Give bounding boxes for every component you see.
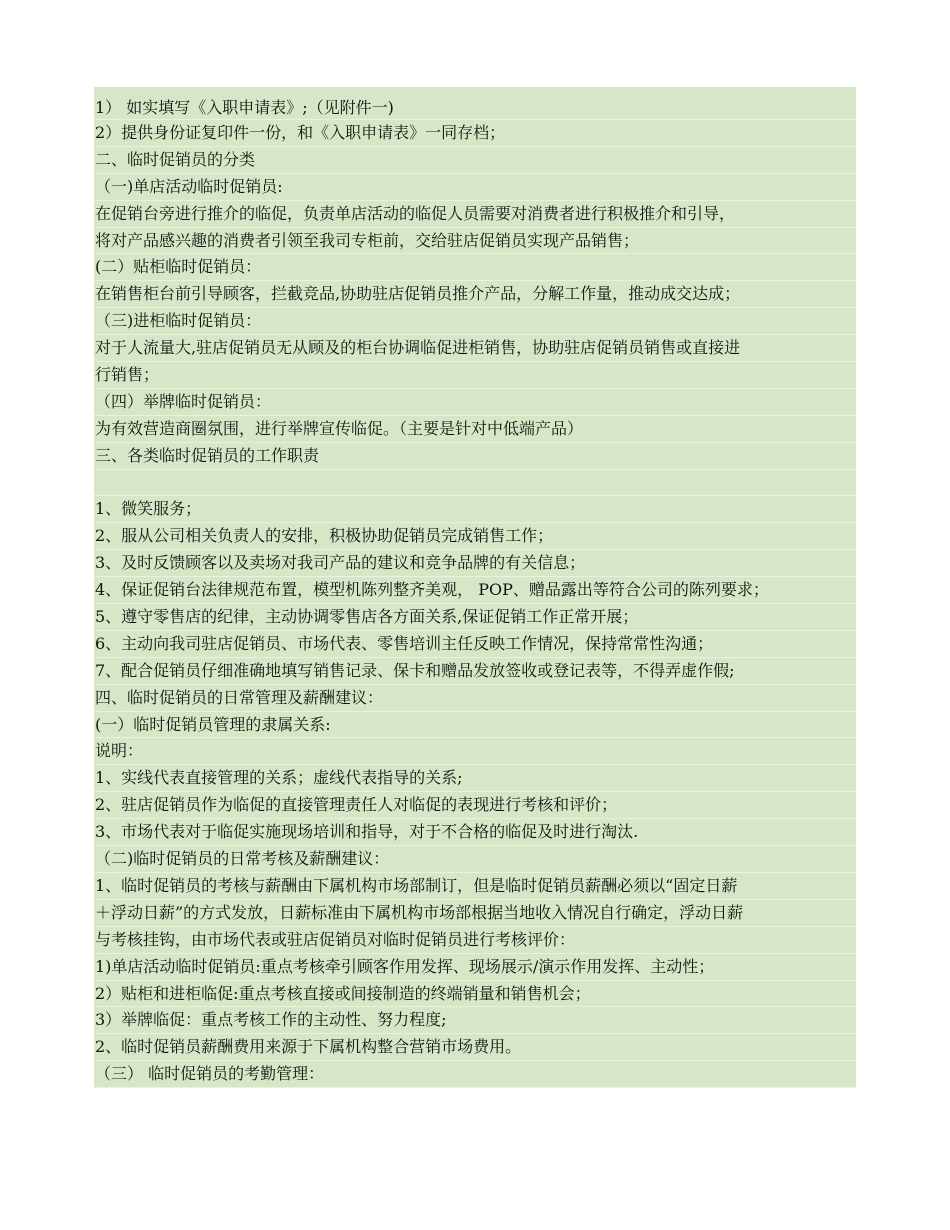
document-page bbox=[94, 87, 856, 1088]
subsection-heading: (二）贴柜临时促销员： bbox=[94, 254, 856, 281]
list-item: 5、遵守零售店的纪律，主动协调零售店各方面关系,保证促销工作正常开展； bbox=[94, 604, 856, 631]
section-heading: 三、各类临时促销员的工作职责 bbox=[94, 443, 856, 470]
subsection-heading: （三)进柜临时促销员： bbox=[94, 308, 856, 335]
text-line: 在销售柜台前引导顾客，拦截竞品,协助驻店促销员推介产品，分解工作量，推动成交达成； bbox=[94, 281, 856, 308]
section-heading: 二、临时促销员的分类 bbox=[94, 147, 856, 174]
subsection-heading: （四）举牌临时促销员： bbox=[94, 389, 856, 416]
document-body bbox=[94, 87, 856, 1088]
list-item: 2、驻店促销员作为临促的直接管理责任人对临促的表现进行考核和评价； bbox=[94, 792, 856, 819]
list-item: 2、服从公司相关负责人的安排，积极协助促销员完成销售工作； bbox=[94, 523, 856, 550]
section-heading: 四、临时促销员的日常管理及薪酬建议： bbox=[94, 685, 856, 712]
text-line: 对于人流量大,驻店促销员无从顾及的柜台协调临促进柜销售，协助驻店促销员销售或直接进 bbox=[94, 335, 856, 362]
list-item: 3、及时反馈顾客以及卖场对我司产品的建议和竞争品牌的有关信息； bbox=[94, 550, 856, 577]
subsection-heading: (一）临时促销员管理的隶属关系: bbox=[94, 712, 856, 739]
text-line: ＋浮动日薪”的方式发放，日薪标准由下属机构市场部根据当地收入情况自行确定，浮动日薪 bbox=[94, 900, 856, 927]
list-item: 6、主动向我司驻店促销员、市场代表、零售培训主任反映工作情况，保持常常性沟通； bbox=[94, 631, 856, 658]
blank-line bbox=[94, 470, 856, 497]
text-line: 为有效营造商圈氛围，进行举牌宣传临促。（主要是针对中低端产品） bbox=[94, 416, 856, 443]
list-item: 2、临时促销员薪酬费用来源于下属机构整合营销市场费用。 bbox=[94, 1034, 856, 1061]
text-line: 在促销台旁进行推介的临促，负责单店活动的临促人员需要对消费者进行积极推介和引导， bbox=[94, 201, 856, 228]
list-item: 1)单店活动临时促销员:重点考核牵引顾客作用发挥、现场展示/演示作用发挥、主动性； bbox=[94, 954, 856, 981]
list-item: 4、保证促销台法律规范布置，模型机陈列整齐美观， POP、赠品露出等符合公司的陈列要求； bbox=[94, 577, 856, 604]
subsection-heading: （一)单店活动临时促销员: bbox=[94, 174, 856, 201]
text-line: 行销售； bbox=[94, 362, 856, 389]
text-line: 1） 如实填写《入职申请表》;（见附件一) bbox=[94, 87, 856, 120]
list-item: 1、实线代表直接管理的关系；虚线代表指导的关系; bbox=[94, 765, 856, 792]
subsection-heading: （三） 临时促销员的考勤管理： bbox=[94, 1061, 856, 1088]
text-line: 2）提供身份证复印件一份，和《入职申请表》一同存档； bbox=[94, 120, 856, 147]
text-line: 1、临时促销员的考核与薪酬由下属机构市场部制订，但是临时促销员薪酬必须以“固定日薪 bbox=[94, 873, 856, 900]
list-item: 2）贴柜和进柜临促:重点考核直接或间接制造的终端销量和销售机会； bbox=[94, 981, 856, 1008]
subsection-heading: （二)临时促销员的日常考核及薪酬建议： bbox=[94, 846, 856, 873]
text-line: 说明： bbox=[94, 738, 856, 765]
list-item: 7、配合促销员仔细准确地填写销售记录、保卡和赠品发放签收或登记表等，不得弄虚作假; bbox=[94, 658, 856, 685]
list-item: 1、微笑服务； bbox=[94, 496, 856, 523]
list-item: 3）举牌临促：重点考核工作的主动性、努力程度; bbox=[94, 1007, 856, 1034]
text-line: 将对产品感兴趣的消费者引领至我司专柜前，交给驻店促销员实现产品销售； bbox=[94, 228, 856, 255]
text-line: 与考核挂钩，由市场代表或驻店促销员对临时促销员进行考核评价： bbox=[94, 927, 856, 954]
list-item: 3、市场代表对于临促实施现场培训和指导，对于不合格的临促及时进行淘汰. bbox=[94, 819, 856, 846]
